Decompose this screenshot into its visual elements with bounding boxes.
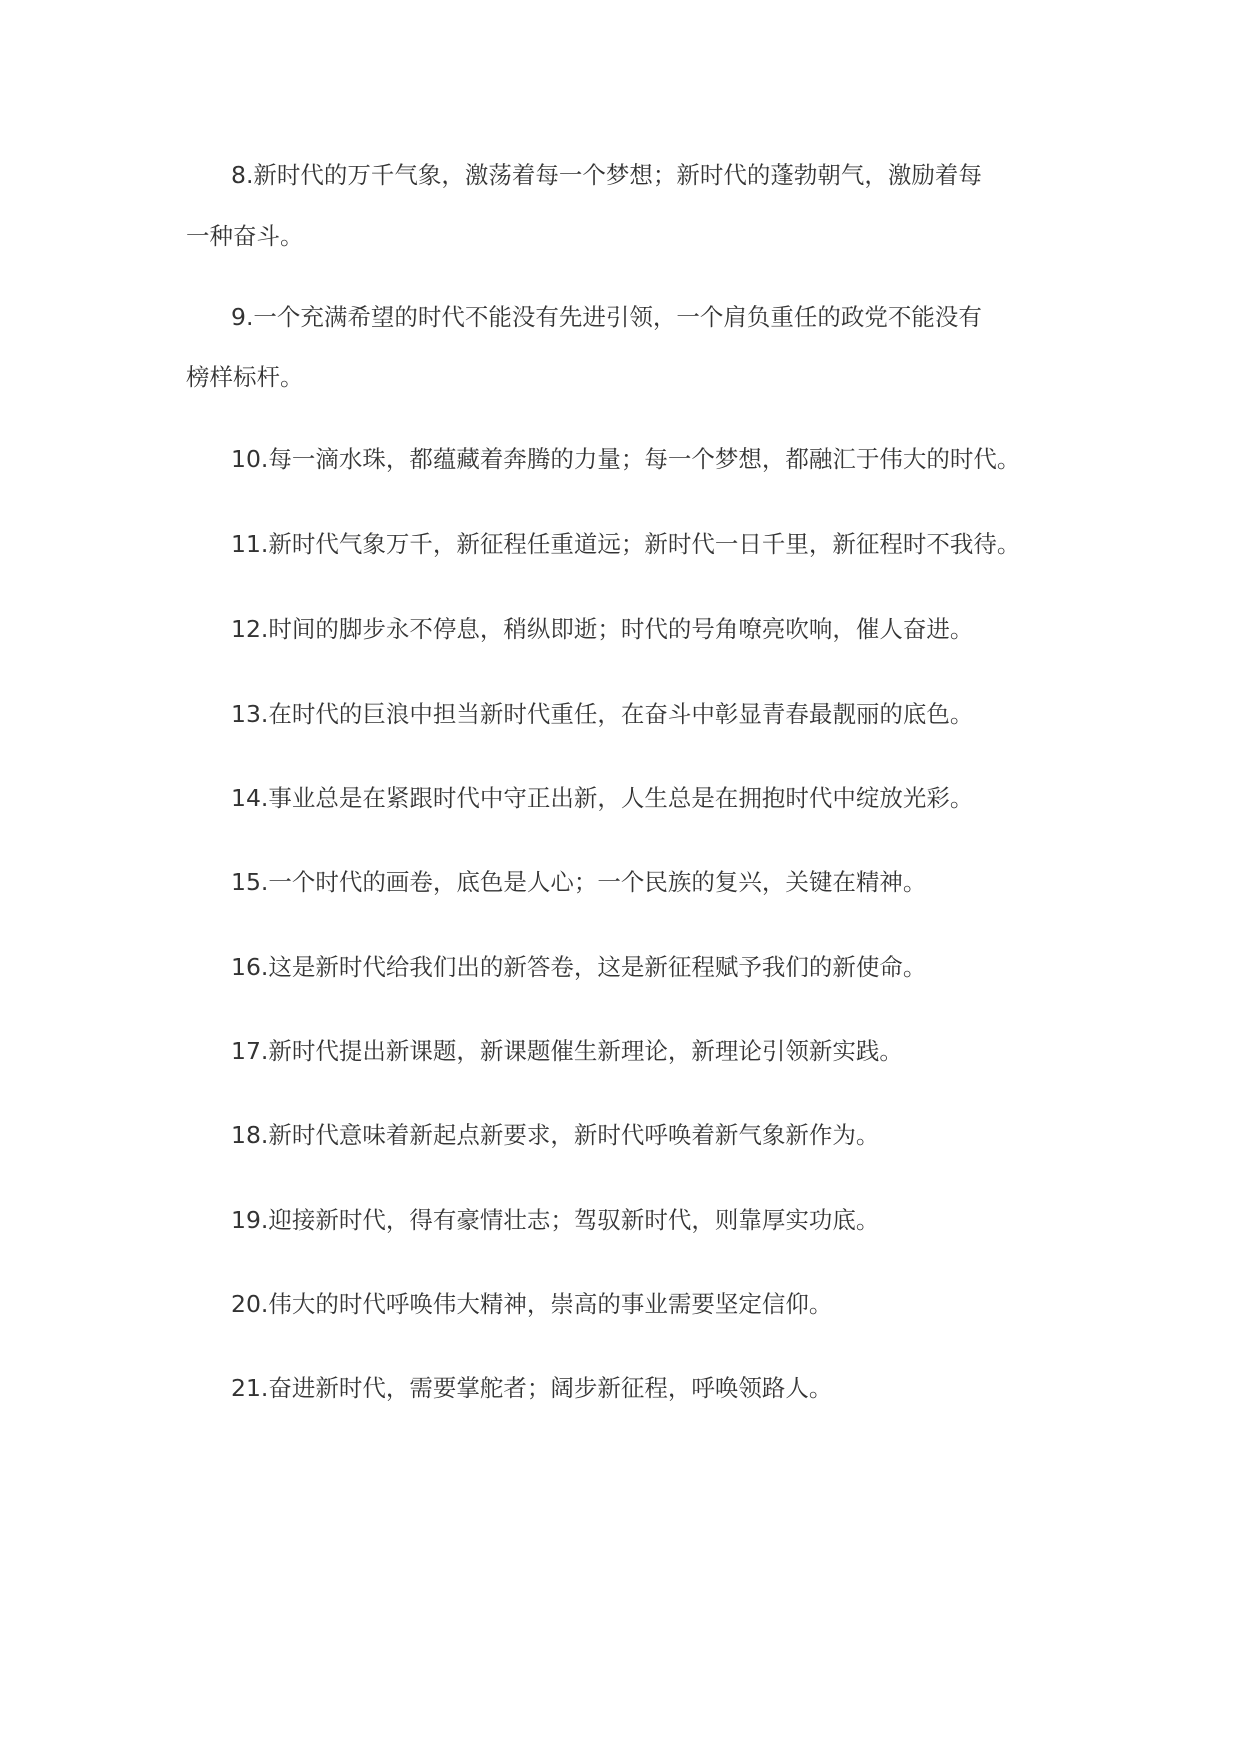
item-text: 新时代的万千气象，激荡着每一个梦想；新时代的蓬勃朝气，激励着每	[253, 161, 982, 189]
item-text: 新时代意味着新起点新要求，新时代呼唤着新气象新作为。	[268, 1121, 880, 1149]
item-number: 8.	[231, 161, 254, 189]
paragraph-10	[231, 444, 1066, 474]
paragraph-21	[231, 1373, 1066, 1403]
item-text: 一种奋斗。	[186, 222, 304, 250]
paragraph-9-line-2	[186, 362, 1066, 392]
paragraph-14	[231, 783, 1066, 813]
paragraph-8-line-1	[231, 160, 1066, 190]
item-text: 迎接新时代，得有豪情壮志；驾驭新时代，则靠厚实功底。	[268, 1206, 880, 1234]
paragraph-17	[231, 1036, 1066, 1066]
paragraph-9-line-1	[231, 302, 1066, 332]
item-number: 10.	[231, 445, 269, 473]
item-number: 14.	[231, 784, 269, 812]
item-number: 17.	[231, 1037, 269, 1065]
item-text: 榜样标杆。	[186, 363, 304, 391]
item-text: 事业总是在紧跟时代中守正出新，人生总是在拥抱时代中绽放光彩。	[268, 784, 974, 812]
paragraph-13	[231, 699, 1066, 729]
item-text: 在时代的巨浪中担当新时代重任，在奋斗中彰显青春最靓丽的底色。	[268, 700, 974, 728]
item-text: 时间的脚步永不停息，稍纵即逝；时代的号角嘹亮吹响，催人奋进。	[268, 615, 974, 643]
item-text: 伟大的时代呼唤伟大精神，崇高的事业需要坚定信仰。	[268, 1290, 833, 1318]
item-number: 9.	[231, 303, 254, 331]
paragraph-20	[231, 1289, 1066, 1319]
item-text: 奋进新时代，需要掌舵者；阔步新征程，呼唤领路人。	[268, 1374, 833, 1402]
item-text: 一个时代的画卷，底色是人心；一个民族的复兴，关键在精神。	[268, 868, 927, 896]
item-number: 19.	[231, 1206, 269, 1234]
item-text: 新时代提出新课题，新课题催生新理论，新理论引领新实践。	[268, 1037, 903, 1065]
item-text: 这是新时代给我们出的新答卷，这是新征程赋予我们的新使命。	[268, 953, 927, 981]
paragraph-16	[231, 952, 1066, 982]
item-text: 每一滴水珠，都蕴藏着奔腾的力量；每一个梦想，都融汇于伟大的时代。	[268, 445, 1021, 473]
item-number: 20.	[231, 1290, 269, 1318]
paragraph-15	[231, 867, 1066, 897]
item-number: 12.	[231, 615, 269, 643]
item-number: 13.	[231, 700, 269, 728]
paragraph-11	[231, 529, 1066, 559]
item-number: 11.	[231, 530, 269, 558]
item-number: 18.	[231, 1121, 269, 1149]
item-number: 21.	[231, 1374, 269, 1402]
item-number: 16.	[231, 953, 269, 981]
paragraph-8-line-2	[186, 221, 1066, 251]
paragraph-18	[231, 1120, 1066, 1150]
item-number: 15.	[231, 868, 269, 896]
paragraph-12	[231, 614, 1066, 644]
item-text: 一个充满希望的时代不能没有先进引领，一个肩负重任的政党不能没有	[253, 303, 982, 331]
paragraph-19	[231, 1205, 1066, 1235]
item-text: 新时代气象万千，新征程任重道远；新时代一日千里，新征程时不我待。	[268, 530, 1021, 558]
